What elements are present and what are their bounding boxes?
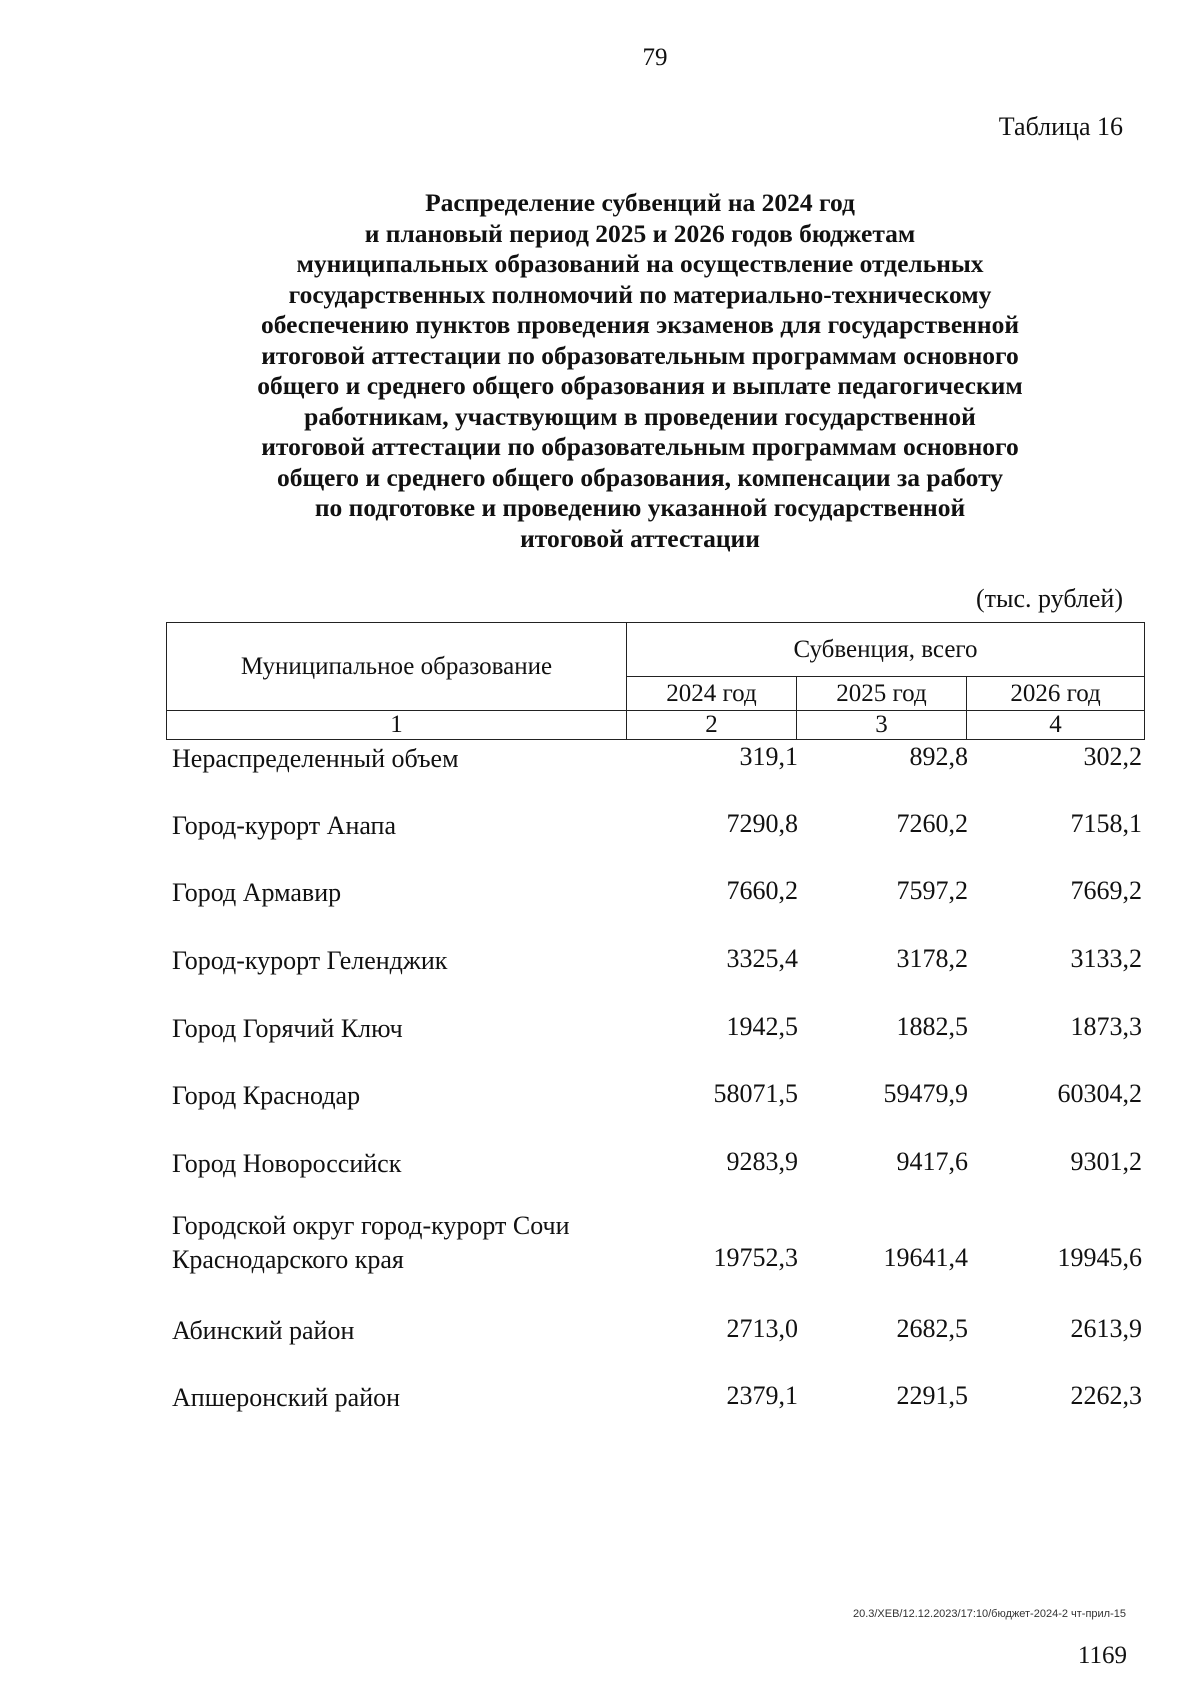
title-line: итоговой аттестации: [520, 523, 760, 553]
municipality-name: Апшеронский район: [172, 1383, 401, 1412]
title-line: государственных полномочий по материально-техническому: [288, 279, 992, 309]
municipality-name: Город Новороссийск: [172, 1149, 402, 1178]
value-2026: 7669,2: [1070, 876, 1142, 905]
value-2025: 1882,5: [896, 1012, 968, 1041]
document-code: 20.3/ХЕВ/12.12.2023/17:10/бюджет-2024-2 чт-прил-15: [852, 1608, 1126, 1620]
municipality-name: Абинский район: [172, 1316, 355, 1345]
value-2025: 7260,2: [896, 809, 968, 838]
value-2024: 2713,0: [726, 1314, 798, 1343]
value-2024: 9283,9: [726, 1147, 798, 1176]
value-2025: 2291,5: [896, 1381, 968, 1410]
value-2025: 7597,2: [896, 876, 968, 905]
title-line: по подготовке и проведению указанной государственной: [314, 493, 966, 522]
value-2026: 7158,1: [1070, 809, 1142, 838]
footer-page-number: 1169: [1077, 1642, 1127, 1669]
value-2026: 9301,2: [1070, 1147, 1142, 1176]
page-number: 79: [642, 44, 668, 71]
title-line: общего и среднего общего образования и выплате педагогическим: [257, 371, 1023, 400]
value-2025: 59479,9: [883, 1079, 968, 1108]
header-year-2026: 2026 год: [967, 677, 1145, 711]
value-2026: 60304,2: [1057, 1079, 1142, 1108]
municipality-name: Нераспределенный объем: [172, 744, 459, 773]
units-label: (тыс. рублей): [975, 584, 1123, 613]
value-2024: 7660,2: [726, 876, 798, 905]
header-municipality: Муниципальное образование: [167, 623, 627, 711]
title-line: обеспечению пунктов проведения экзаменов для государственной: [260, 310, 1020, 339]
title-line: итоговой аттестации по образовательным программам основного: [261, 340, 1019, 370]
value-2025: 3178,2: [896, 944, 968, 973]
value-2025: 19641,4: [883, 1243, 968, 1272]
value-2024: 319,1: [739, 742, 798, 771]
title-line: работникам, участвующим в проведении государственной: [304, 401, 976, 431]
municipality-name: Город-курорт Геленджик: [172, 946, 448, 975]
municipality-name: Город-курорт Анапа: [172, 811, 397, 840]
value-2025: 9417,6: [896, 1147, 968, 1176]
value-2026: 3133,2: [1070, 944, 1142, 973]
municipality-name: Город Горячий Ключ: [172, 1014, 403, 1043]
table-label: Таблица 16: [998, 112, 1123, 141]
value-2025: 892,8: [909, 742, 968, 771]
municipality-name-continued: Краснодарского края: [172, 1245, 404, 1274]
municipality-name: Город Армавир: [172, 878, 342, 907]
table-header: [166, 622, 1145, 740]
value-2024: 2379,1: [726, 1381, 798, 1410]
value-2024: 19752,3: [713, 1243, 798, 1272]
value-2024: 58071,5: [713, 1079, 798, 1108]
column-number: 2: [627, 711, 797, 740]
value-2024: 7290,8: [726, 809, 798, 838]
header-year-2024: 2024 год: [627, 677, 797, 711]
value-2024: 1942,5: [726, 1012, 798, 1041]
title-line: Распределение субвенций на 2024 год: [425, 188, 855, 217]
document-title: [160, 188, 1120, 554]
title-line: итоговой аттестации по образовательным программам основного: [261, 432, 1019, 461]
title-line: муниципальных образований на осуществление отдельных: [296, 249, 984, 278]
value-2026: 302,2: [1083, 742, 1142, 771]
municipality-name: Городской округ город-курорт Сочи: [172, 1211, 570, 1240]
value-2026: 19945,6: [1057, 1243, 1142, 1272]
column-number: 3: [797, 711, 967, 740]
title-line: общего и среднего общего образования, компенсации за работу: [276, 462, 1004, 492]
title-line: и плановый период 2025 и 2026 годов бюджетам: [364, 218, 916, 248]
value-2026: 2613,9: [1070, 1314, 1142, 1343]
value-2026: 2262,3: [1070, 1381, 1142, 1410]
value-2024: 3325,4: [726, 944, 798, 973]
column-number: 4: [967, 711, 1145, 740]
column-number: 1: [167, 711, 627, 740]
value-2025: 2682,5: [896, 1314, 968, 1343]
header-subvention-total: Субвенция, всего: [627, 623, 1145, 677]
header-year-2025: 2025 год: [797, 677, 967, 711]
value-2026: 1873,3: [1070, 1012, 1142, 1041]
municipality-name: Город Краснодар: [172, 1081, 361, 1110]
